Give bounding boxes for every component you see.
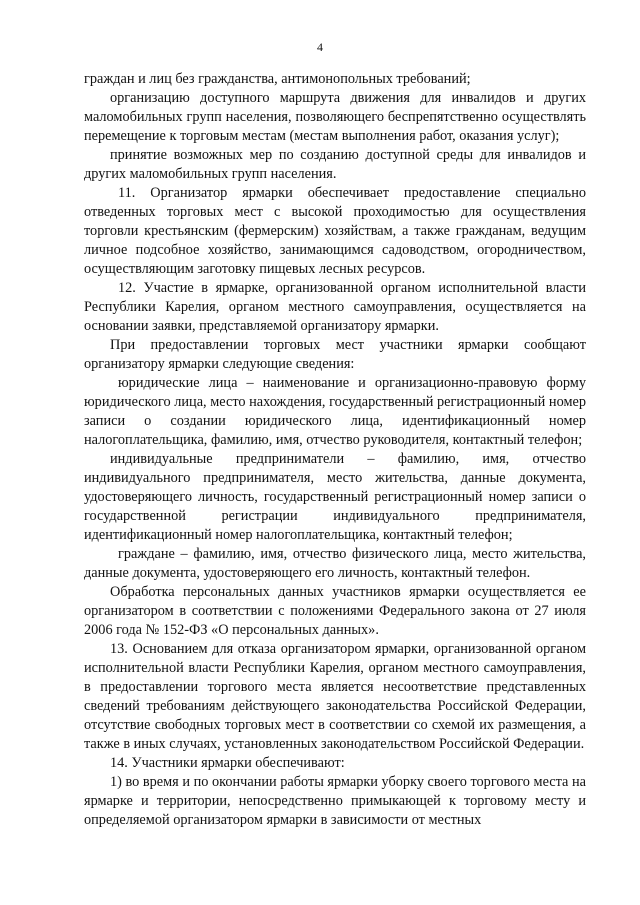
paragraph-item-14-1: 1) во время и по окончании работы ярмарки уборку своего торгового места на ярмарке и территории, непосредственно примыкающей к торговому месту и определяемой организатором ярмарки в зависимости от местных bbox=[84, 774, 586, 828]
paragraph-accessible-environment: принятие возможных мер по созданию доступной среды для инвалидов и других маломобильных групп населения. bbox=[84, 147, 586, 182]
page-number: 4 bbox=[317, 40, 323, 54]
paragraph-legal-entities: юридические лица – наименование и организационно-правовую форму юридического лица, место нахождения, государственный регистрационный номер записи о создании юридического лица, идентификационный номер налогоплательщика, фамилию, имя, отчество руководителя, контактный телефон; bbox=[84, 375, 586, 448]
paragraph-individual-entrepreneurs: индивидуальные предприниматели – фамилию, имя, отчество индивидуального предпринимателя, место жительства, данные документа, удостоверяющего личность, государственный регистрационный номер записи о государственной регистрации индивидуального предпринимателя, идентификационный номер налогоплательщика, контактный телефон; bbox=[84, 451, 586, 543]
paragraph-info-required: При предоставлении торговых мест участники ярмарки сообщают организатору ярмарки следующие сведения: bbox=[84, 337, 586, 372]
paragraph-personal-data: Обработка персональных данных участников ярмарки осуществляется ее организатором в соответствии с положениями Федерального закона от 27 июля 2006 года № 152-ФЗ «О персональных данных». bbox=[84, 584, 586, 638]
paragraph-item-12: 12. Участие в ярмарке, организованной органом исполнительной власти Республики Карелия, органом местного самоуправления, осуществляется на основании заявки, представляемой организатору ярмарки. bbox=[84, 280, 586, 334]
paragraph-item-13: 13. Основанием для отказа организатором ярмарки, организованной органом исполнительной власти Республики Карелия, органом местного самоуправления, в предоставлении торгового места является несоответствие представленных сведений требованиям действующего законодательства Российской Федерации, отсутствие свободных торговых мест в соответствии со схемой их размещения, а также в иных случаях, установленных законодательством Российской Федерации. bbox=[84, 641, 586, 752]
paragraph-item-11: 11. Организатор ярмарки обеспечивает предоставление специально отведенных торговых мест с высокой проходимостью для осуществления торговли крестьянским (фермерским) хозяйствам, а также гражданам, ведущим личное подсобное хозяйство, занимающимся садоводством, огородничеством, осуществляющим заготовку пищевых лесных ресурсов. bbox=[84, 185, 586, 277]
document-body bbox=[84, 70, 586, 830]
paragraph-accessible-route: организацию доступного маршрута движения для инвалидов и других маломобильных групп населения, позволяющего беспрепятственно осуществлять перемещение к торговым местам (местам выполнения работ, оказания услуг); bbox=[84, 90, 586, 144]
paragraph-citizens: граждане – фамилию, имя, отчество физического лица, место жительства, данные документа, удостоверяющего его личность, контактный телефон. bbox=[84, 546, 586, 581]
paragraph-continuation: граждан и лиц без гражданства, антимонопольных требований; bbox=[84, 71, 471, 87]
paragraph-item-14: 14. Участники ярмарки обеспечивают: bbox=[110, 755, 345, 771]
